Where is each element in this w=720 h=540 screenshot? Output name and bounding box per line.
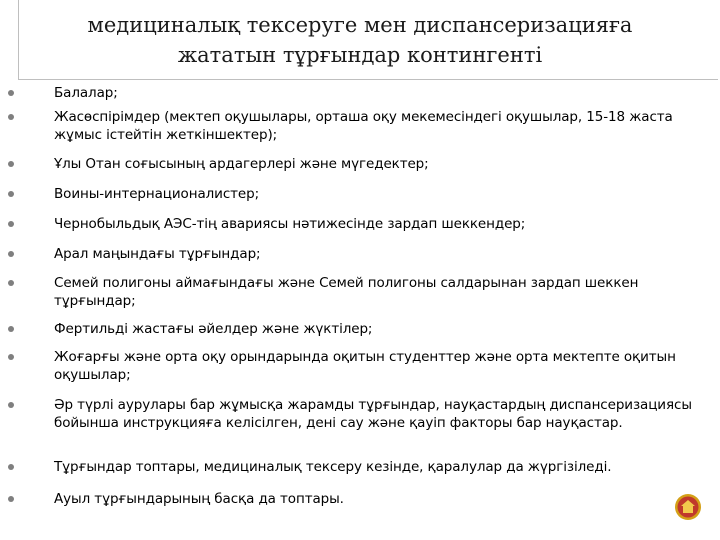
bullet-icon xyxy=(8,161,14,167)
bullet-icon xyxy=(8,251,14,257)
list-item-text: Фертильді жастағы әйелдер және жүктілер; xyxy=(54,321,373,337)
list-item-text: Воины-интернационалистер; xyxy=(54,186,260,202)
list-item-text: Арал маңындағы тұрғындар; xyxy=(54,246,261,262)
list-item-text: Балалар; xyxy=(54,85,118,101)
bullet-icon xyxy=(8,402,14,408)
bullet-icon xyxy=(8,464,14,470)
bullet-icon xyxy=(8,221,14,227)
list-item-text: Семей полигоны аймағындағы және Семей полигоны салдарынан зардап шеккен тұрғындар; xyxy=(54,275,639,309)
bullet-icon xyxy=(8,326,14,332)
home-logo-icon[interactable] xyxy=(674,493,702,521)
list-item-text: Жоғарғы және орта оқу орындарында оқитын студенттер және орта мектепте оқитын оқушылар; xyxy=(54,349,676,383)
bullet-icon xyxy=(8,354,14,360)
bullet-icon xyxy=(8,280,14,286)
bullet-icon xyxy=(8,114,14,120)
list-item-text: Жасөспірімдер (мектеп оқушылары, орташа оқу мекемесіндегі оқушылар, 15-18 жаста жұмыс істейтін жеткіншектер); xyxy=(54,109,673,143)
list-item-text: Тұрғындар топтары, медициналық тексеру кезінде, қаралулар да жүргізіледі. xyxy=(54,459,612,475)
bullet-icon xyxy=(8,90,14,96)
bullet-icon xyxy=(8,496,14,502)
list-item-text: Ауыл тұрғындарының басқа да топтары. xyxy=(54,491,344,507)
list-item-text: Ұлы Отан соғысының ардагерлері және мүгедектер; xyxy=(54,156,429,172)
list-item-text: Чернобыльдық АЭС-тің авариясы нәтижесінде зардап шеккендер; xyxy=(54,216,526,232)
slide-title: медициналық тексеруге мен диспансеризацияға жататын тұрғындар контингенті xyxy=(87,13,633,67)
bullet-icon xyxy=(8,191,14,197)
list-item-text: Әр түрлі аурулары бар жұмысқа жарамды тұрғындар, науқастардың диспансеризациясы бойынша инструкцияға келісілген, дені сау және қауіп факторы бар науқастар. xyxy=(54,397,692,431)
